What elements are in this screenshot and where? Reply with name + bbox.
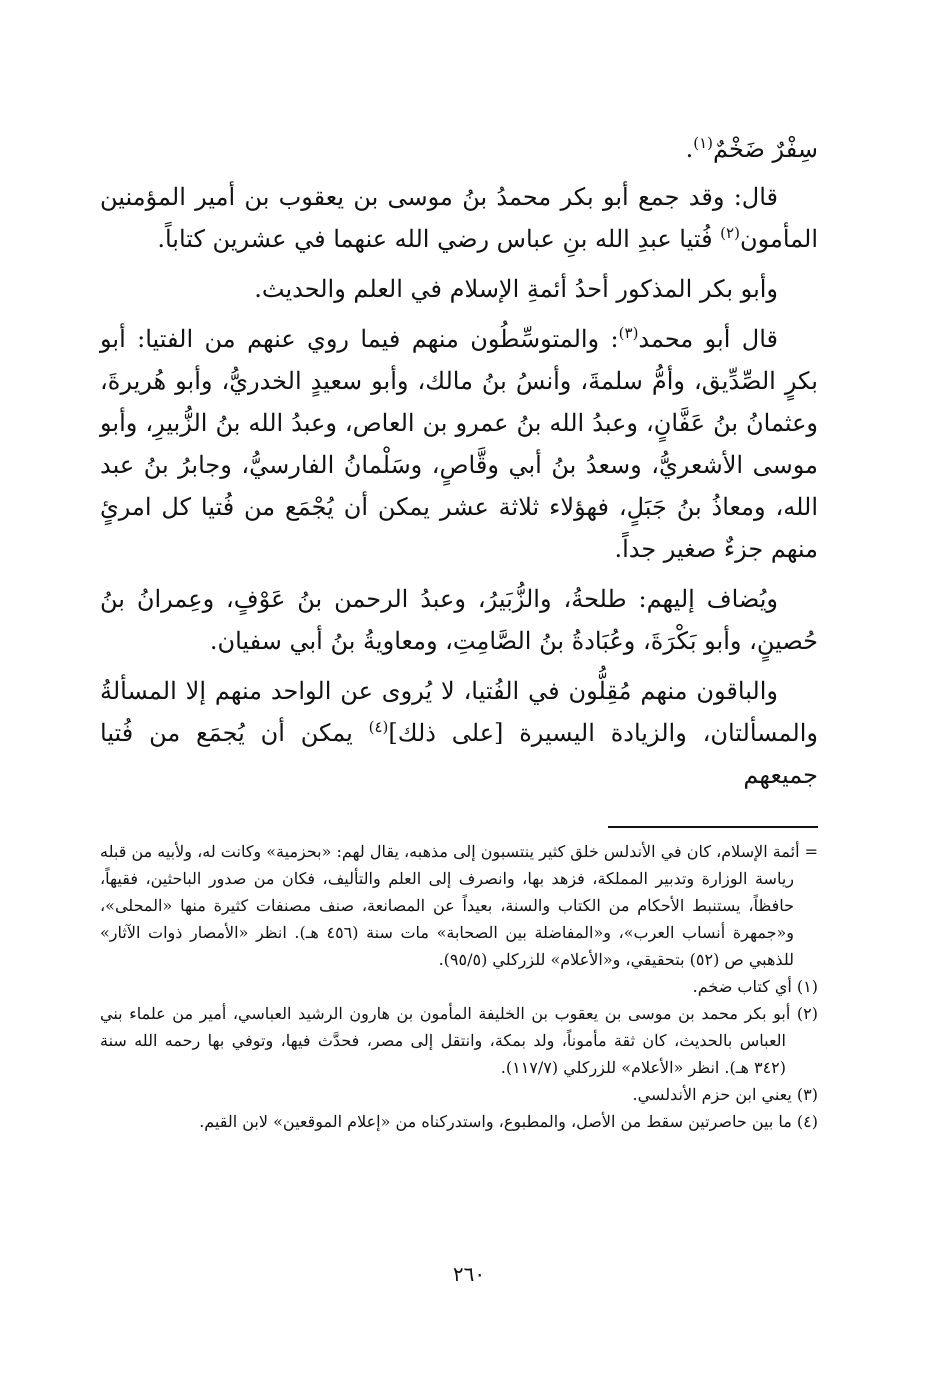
page-body (100, 128, 818, 1135)
footnote-divider (608, 826, 818, 828)
footnote-1: (١) أي كتاب ضخم. (692, 977, 818, 996)
footnote-ref-4[interactable]: (٤) (368, 718, 389, 736)
paragraph-2 (100, 176, 818, 260)
paragraph-2-text-a: قال: وقد جمع أبو بكر محمدُ بنُ موسى بن يعقوب بن أمير المؤمنين المأمون (100, 183, 818, 253)
footnote-4: (٤) ما بين حاصرتين سقط من الأصل، والمطبوع، واستدركناه من «إعلام الموقعين» لابن القيم. (199, 1112, 818, 1131)
paragraph-1 (100, 128, 818, 170)
footnote-3: (٣) يعني ابن حزم الأندلسي. (632, 1085, 818, 1104)
paragraph-6-text-a: والباقون منهم مُقِلُّون في الفُتيا، لا يُروى عن الواحد منهم إلا المسألةُ والمسألتان، والزيادة اليسيرة [على ذلك] (100, 677, 818, 747)
paragraph-4-text-b: : والمتوسِّطُون منهم فيما روي عنهم من الفتيا: أبو بكرٍ الصِّدِّيق، وأمُّ سلمةَ، وأنسُ بنُ مالك، وأبو سعيدٍ الخدريُّ، وأبو هُريرةَ، وعثمانُ بنُ عَفَّانٍ، وعبدُ الله بنُ عمرو بن العاص، وعبدُ الله بنُ الزُّبيرِ، وأبو موسى الأشعريُّ، وسعدُ بنُ أبي وقَّاصٍ، وسَلْمانُ الفارسيُّ، وجابرُ بنُ عبد الله، ومعاذُ بنُ جَبَلٍ، فهؤلاء ثلاثة عشر يمكن أن يُجْمَع من فُتيا كل امرئٍ منهم جزءٌ صغير جداً. (100, 325, 818, 563)
paragraph-5: ويُضاف إليهم: طلحةُ، والزُّبَيرُ، وعبدُ الرحمن بنُ عَوْفٍ، وعِمرانُ بنُ حُصينٍ، وأبو بَكْرَةَ، وعُبَادةُ بنُ الصَّامِتِ، ومعاويةُ بنُ أبي سفيان. (100, 585, 818, 655)
paragraph-3: وأبو بكر المذكور أحدُ أئمةِ الإسلام في العلم والحديث. (254, 275, 778, 303)
paragraph-2-text-b: فُتيا عبدِ الله بنِ عباس رضي الله عنهما في عشرين كتاباً. (157, 225, 721, 253)
main-text (100, 128, 818, 796)
paragraph-1-text: سِفْرٌ ضَخْمٌ (713, 135, 818, 163)
footnote-2: (٢) أبو بكر محمد بن موسى بن يعقوب بن الخليفة المأمون بن هارون الرشيد العباسي، أمير من علماء بني العباس بالحديث، كان ثقة مأموناً، ولد بمكة، وانتقل إلى مصر، فحدَّث فيها، وتوفي بها رحمه الله سنة (٣٤٢ هـ). انظر «الأعلام» للزركلي (١١٧/٧). (100, 1004, 818, 1077)
footnote-ref-2[interactable]: (٢) (720, 224, 740, 242)
paragraph-6 (100, 670, 818, 796)
paragraph-1-end: . (685, 135, 694, 163)
paragraph-4-text-a: قال أبو محمد (638, 325, 779, 353)
footnote-continued: = أئمة الإسلام، كان في الأندلس خلق كثير ينتسبون إلى مذهبه، يقال لهم: «بحزمية» وكانت له، ولأبيه من قبله رياسة الوزارة وتدبير المملكة، فزهد بها، وانصرف إلى العلم والتأليف، فكان من صدور الباحثين، فقيهاً، حافظاً، يستنبط الأحكام من الكتاب والسنة، بعيداً عن المصانعة، صنف مصنفات كثيرة منها «المحلى»، و«جمهرة أنساب العرب»، و«المفاضلة بين الصحابة» مات سنة (٤٥٦ هـ). انظر «الأمصار ذوات الآثار» للذهبي ص (٥٢) بتحقيقي، و«الأعلام» للزركلي (٩٥/٥). (100, 842, 818, 969)
footnote-ref-3[interactable]: (٣) (618, 324, 639, 342)
paragraph-6-text-b: يمكن أن يُجمَع من فُتيا جميعهم (100, 719, 818, 789)
footnotes (100, 838, 818, 1135)
footnote-ref-1[interactable]: (١) (693, 134, 714, 152)
page-number: ٢٦٠ (452, 1262, 486, 1286)
paragraph-4 (100, 318, 818, 570)
